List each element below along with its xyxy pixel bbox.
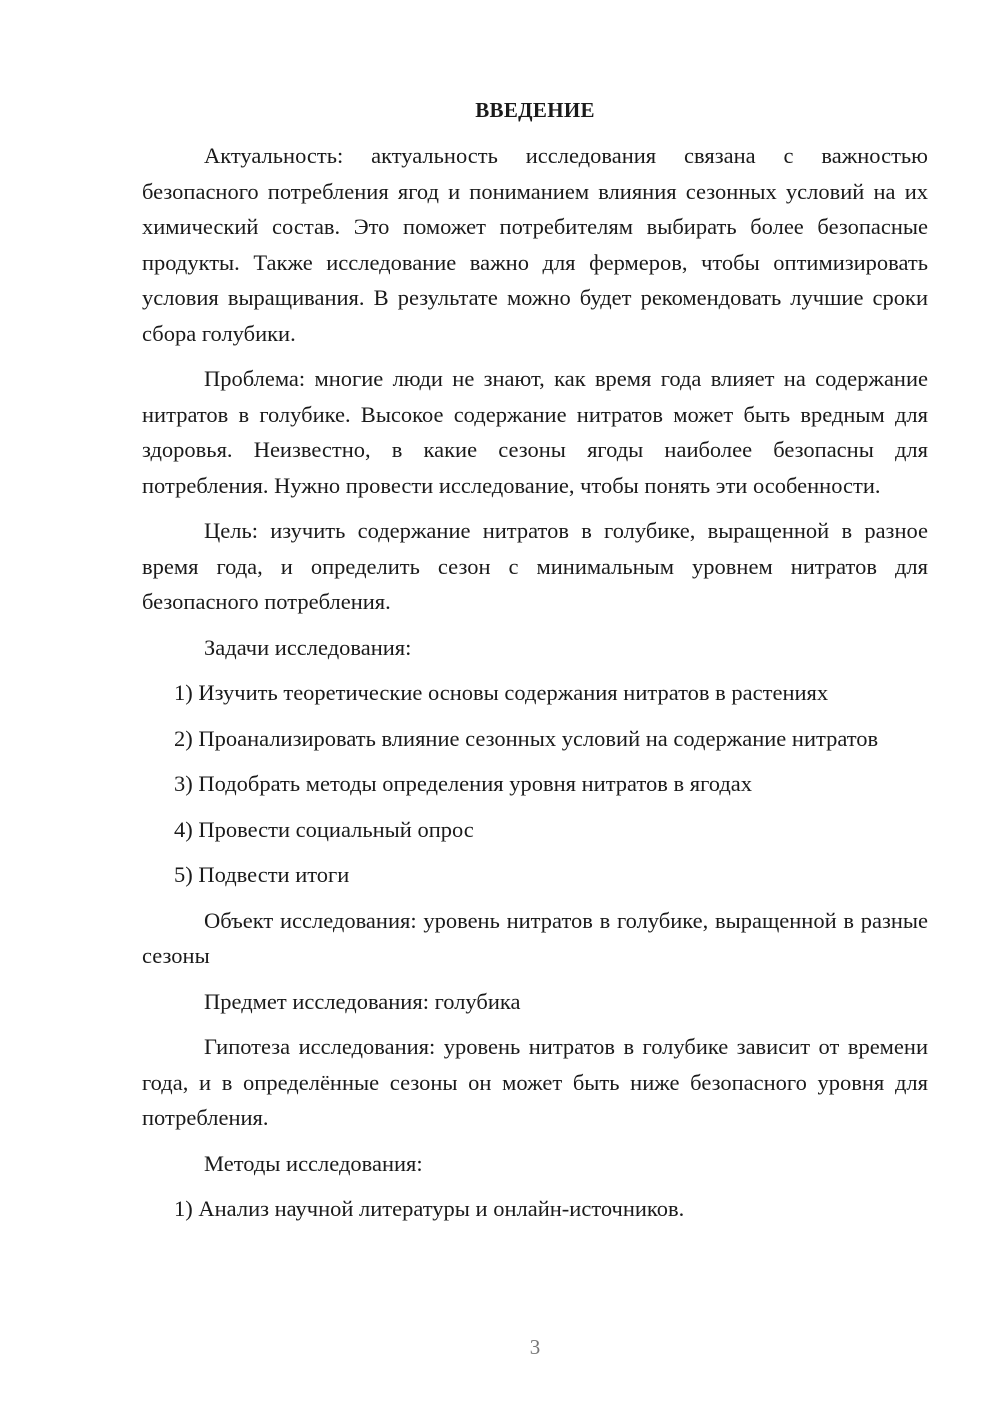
methods-title: Методы исследования: <box>204 1150 423 1176</box>
section-heading: ВВЕДЕНИЕ <box>475 98 595 122</box>
method-item: 1) Анализ научной литературы и онлайн-источников. <box>174 1196 685 1221</box>
document-page <box>142 92 928 1237</box>
relevance-paragraph: Актуальность: актуальность исследования связана с важностью безопасного потребления ягод и пониманием влияния сезонных условий на их химический состав. Это поможет потребителям выбирать более безопасные продукты. Также исследование важно для фермеров, чтобы оптимизировать условия выращивания. В результате можно будет рекомендовать лучшие сроки сбора голубики. <box>142 143 928 346</box>
tasks-title: Задачи исследования: <box>204 634 412 660</box>
task-item: 4) Провести социальный опрос <box>174 816 474 842</box>
hypothesis-paragraph: Гипотеза исследования: уровень нитратов в голубике зависит от времени года, и в определённые сезоны он может быть ниже безопасного уровня для потребления. <box>142 1034 928 1130</box>
problem-paragraph: Проблема: многие люди не знают, как время года влияет на содержание нитратов в голубике. Высокое содержание нитратов может быть вредным для здоровья. Неизвестно, в какие сезоны ягоды наиболее безопасны для потребления. Нужно провести исследование, чтобы понять эти особенности. <box>142 366 928 498</box>
task-item: 3) Подобрать методы определения уровня нитратов в ягодах <box>174 771 753 796</box>
task-item: 2) Проанализировать влияние сезонных условий на содержание нитратов <box>174 725 879 751</box>
subject-paragraph: Предмет исследования: голубика <box>204 988 521 1014</box>
task-item: 5) Подвести итоги <box>174 862 350 887</box>
task-item: 1) Изучить теоретические основы содержания нитратов в растениях <box>174 680 829 705</box>
goal-paragraph: Цель: изучить содержание нитратов в голубике, выращенной в разное время года, и определить сезон с минимальным уровнем нитратов для безопасного потребления. <box>142 518 928 614</box>
object-paragraph: Объект исследования: уровень нитратов в голубике, выращенной в разные сезоны <box>142 907 928 968</box>
page-number: 3 <box>529 1335 541 1359</box>
